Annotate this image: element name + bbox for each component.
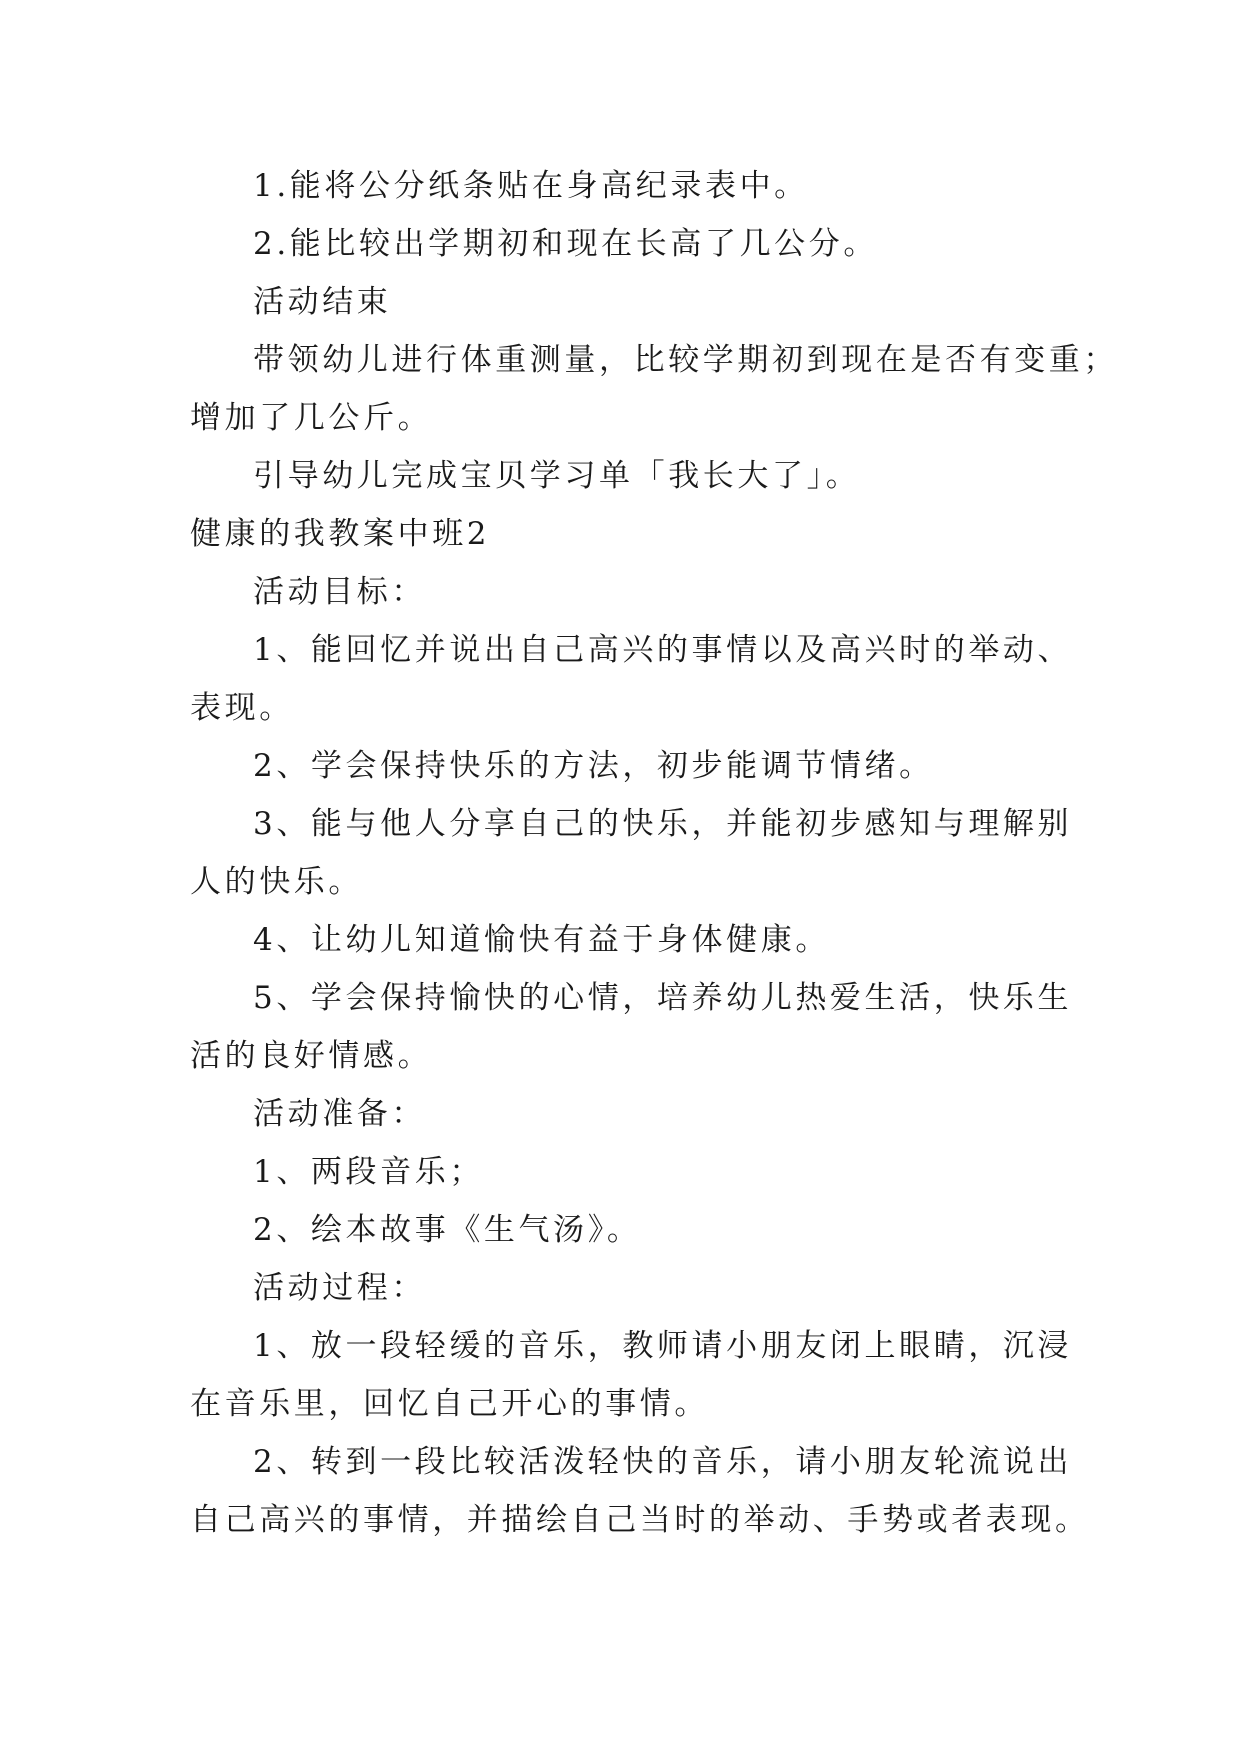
paragraph-line: 活的良好情感。 xyxy=(190,1038,433,1074)
paragraph-line: 1.能将公分纸条贴在身高纪录表中。 xyxy=(253,168,809,204)
document-title: 健康的我教案中班2 xyxy=(190,516,491,552)
paragraph-line: 自己高兴的事情，并描绘自己当时的举动、手势或者表现。 xyxy=(190,1502,1090,1538)
paragraph-line: 2、绘本故事《生气汤》。 xyxy=(253,1212,642,1248)
section-heading: 活动目标： xyxy=(253,574,426,610)
paragraph-line: 引导幼儿完成宝贝学习单「我长大了」。 xyxy=(253,458,861,494)
section-heading: 活动准备： xyxy=(253,1096,426,1132)
paragraph-line: 在音乐里，回忆自己开心的事情。 xyxy=(190,1386,709,1422)
paragraph-line: 1、能回忆并说出自己高兴的事情以及高兴时的举动、 xyxy=(253,632,1073,668)
section-heading: 活动结束 xyxy=(253,284,392,320)
paragraph-line: 4、让幼儿知道愉快有益于身体健康。 xyxy=(253,922,830,958)
paragraph-line: 2.能比较出学期初和现在长高了几公分。 xyxy=(253,226,878,262)
paragraph-line: 人的快乐。 xyxy=(190,864,363,900)
paragraph-line: 带领幼儿进行体重测量，比较学期初到现在是否有变重； xyxy=(253,342,1118,378)
paragraph-line: 增加了几公斤。 xyxy=(190,400,433,436)
paragraph-line: 1、放一段轻缓的音乐，教师请小朋友闭上眼睛，沉浸 xyxy=(253,1328,1073,1364)
paragraph-line: 2、学会保持快乐的方法，初步能调节情绪。 xyxy=(253,748,934,784)
section-heading: 活动过程： xyxy=(253,1270,426,1306)
paragraph-line: 3、能与他人分享自己的快乐，并能初步感知与理解别 xyxy=(253,806,1073,842)
paragraph-line: 1、两段音乐； xyxy=(253,1154,484,1190)
paragraph-line: 表现。 xyxy=(190,690,294,726)
paragraph-line: 5、学会保持愉快的心情，培养幼儿热爱生活，快乐生 xyxy=(253,980,1073,1016)
paragraph-line: 2、转到一段比较活泼轻快的音乐，请小朋友轮流说出 xyxy=(253,1444,1073,1480)
